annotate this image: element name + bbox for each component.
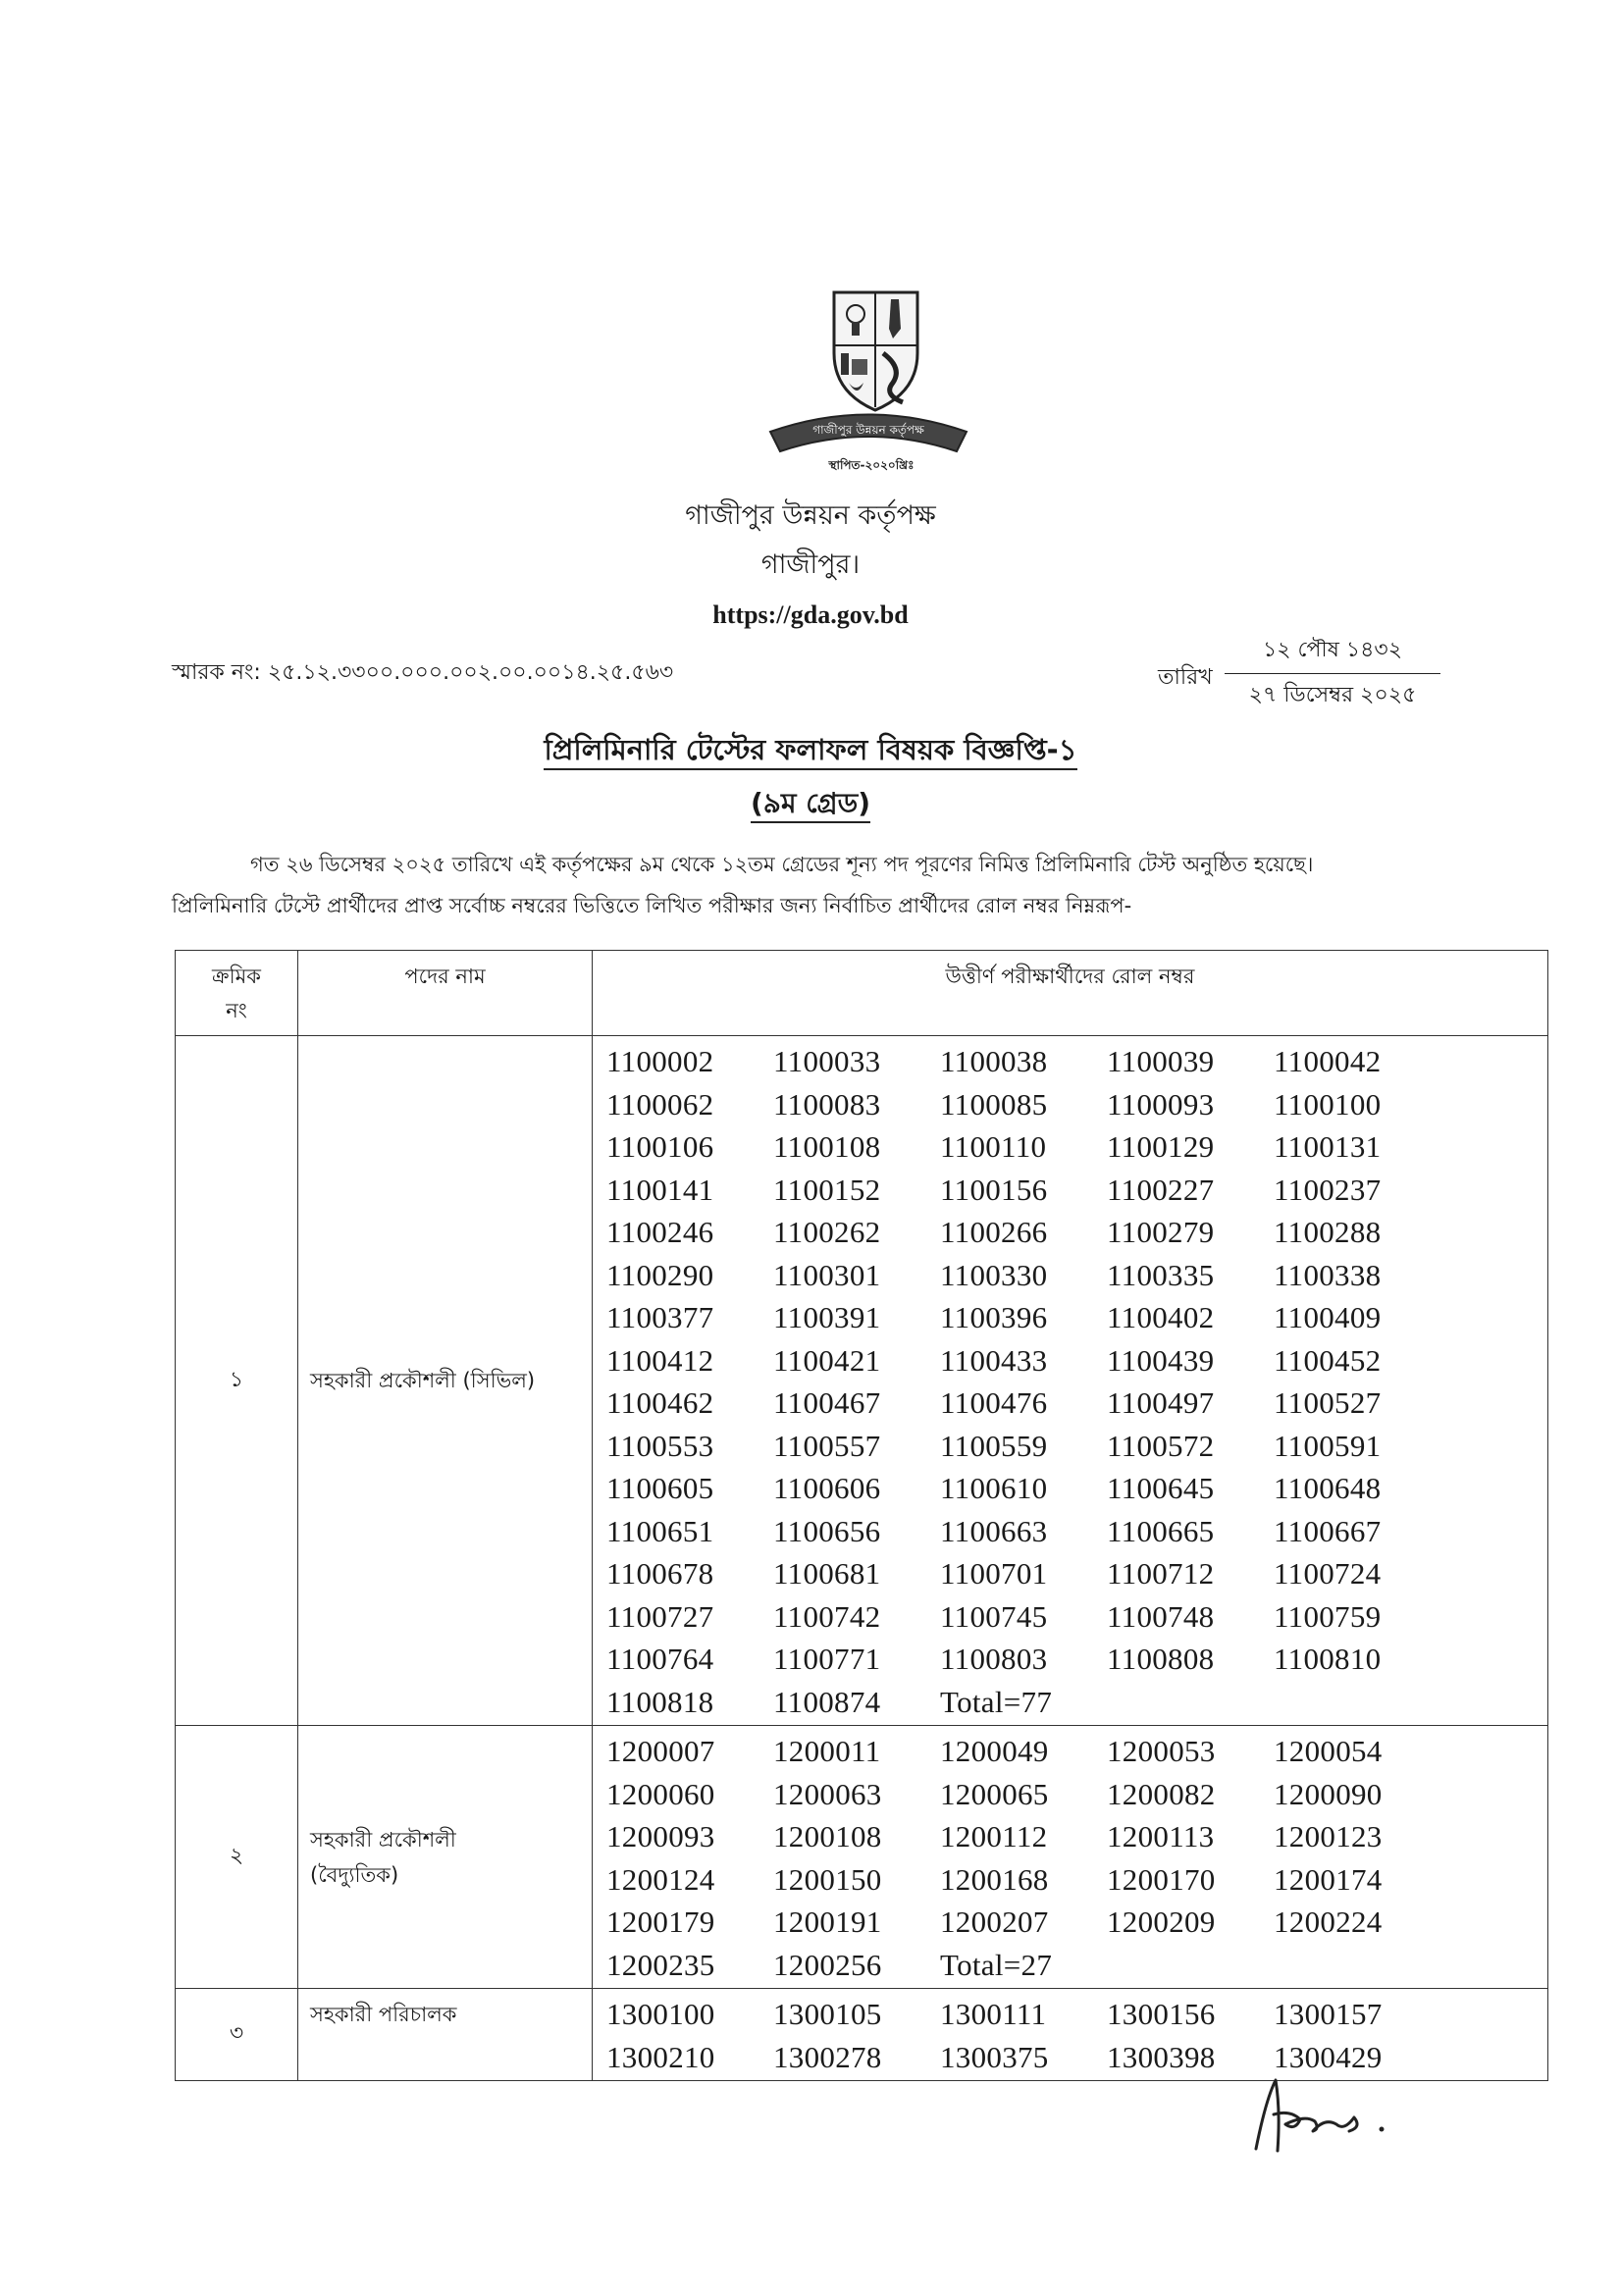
roll-number: 1100106 — [606, 1129, 714, 1164]
logo-text-name: গাজীপুর উন্নয়ন কর্তৃপক্ষ — [812, 423, 924, 437]
roll-number: 1200108 — [773, 1819, 882, 1853]
roll-number: 1200209 — [1107, 1905, 1216, 1939]
roll-number: 1100033 — [773, 1044, 881, 1078]
roll-number: 1100610 — [940, 1471, 1048, 1505]
roll-number: 1100712 — [1107, 1556, 1215, 1591]
roll-number: 1100667 — [1274, 1513, 1382, 1548]
roll-number: 1200256 — [773, 1947, 882, 1982]
organization-website[interactable]: https://gda.gov.bd — [712, 600, 909, 629]
roll-number: 1100497 — [1107, 1385, 1215, 1420]
roll-number: 1100808 — [1107, 1642, 1215, 1676]
roll-number: 1100108 — [773, 1129, 881, 1164]
roll-number: 1100467 — [773, 1385, 881, 1420]
roll-number: 1100681 — [773, 1556, 881, 1591]
roll-number: 1100651 — [606, 1513, 714, 1548]
row-serial: ৩ — [176, 1989, 298, 2081]
roll-number: 1100131 — [1274, 1129, 1382, 1164]
roll-number: 1100391 — [773, 1300, 881, 1334]
notice-title-text: প্রিলিমিনারি টেস্টের ফলাফল বিষয়ক বিজ্ঞপ্তি-১ — [544, 733, 1076, 770]
roll-number: 1100656 — [773, 1513, 881, 1548]
roll-number: 1100288 — [1274, 1215, 1382, 1249]
roll-number: 1100727 — [606, 1598, 714, 1634]
header-serial — [176, 951, 298, 1036]
roll-number: 1100591 — [1274, 1428, 1382, 1463]
roll-number: 1300105 — [773, 1997, 882, 2031]
roll-number: 1100678 — [606, 1556, 714, 1591]
row-post — [298, 1726, 593, 1989]
roll-grid — [606, 1040, 1547, 1723]
row-post-line1: সহকারী পরিচালক — [310, 2003, 457, 2026]
notice-subtitle-text: (৯ম গ্রেড) — [751, 787, 870, 823]
roll-number: 1100605 — [606, 1471, 714, 1505]
roll-number: 1100301 — [773, 1257, 881, 1292]
logo-text-abbr: GDA — [859, 440, 884, 450]
roll-number: 1100002 — [606, 1044, 714, 1078]
notice-body-line-2: প্রিলিমিনারি টেস্টে প্রার্থীদের প্রাপ্ত সর্বোচ্চ নম্বরের ভিত্তিতে লিখিত পরীক্ষার জন্য নির্বাচিত প্রার্থীদের রোল নম্বর নিম্নরূপ- — [172, 894, 1132, 917]
roll-number: 1100290 — [606, 1257, 714, 1292]
roll-number: 1300375 — [940, 2039, 1049, 2074]
roll-number: 1100396 — [940, 1300, 1048, 1334]
gda-logo — [746, 285, 991, 481]
roll-number: 1200124 — [606, 1861, 715, 1897]
roll-number: 1100874 — [773, 1684, 881, 1719]
roll-number: 1100156 — [940, 1172, 1048, 1207]
roll-number: 1300398 — [1107, 2039, 1216, 2074]
row-serial: ২ — [176, 1726, 298, 1989]
roll-number: 1100452 — [1274, 1342, 1382, 1378]
row-rolls — [593, 1726, 1548, 1989]
roll-number: 1100557 — [773, 1428, 881, 1463]
row-rolls — [593, 1989, 1548, 2081]
roll-number: 1100227 — [1107, 1172, 1215, 1207]
roll-number: 1200011 — [773, 1734, 881, 1768]
roll-number: 1100335 — [1107, 1257, 1215, 1292]
date-block — [1225, 633, 1440, 714]
roll-number: 1100648 — [1274, 1471, 1382, 1505]
header-serial-line2: নং — [226, 999, 247, 1022]
notice-body — [172, 844, 1550, 926]
roll-number: 1100810 — [1274, 1642, 1382, 1676]
table-row — [176, 1989, 1548, 2081]
roll-number: 1100110 — [940, 1129, 1047, 1164]
roll-number: 1200207 — [940, 1905, 1049, 1939]
roll-number: 1100085 — [940, 1086, 1048, 1122]
roll-number: 1100100 — [1274, 1086, 1382, 1122]
roll-number: 1100527 — [1274, 1385, 1382, 1420]
roll-number: 1200007 — [606, 1734, 715, 1768]
roll-number: 1100553 — [606, 1428, 714, 1463]
row-post — [298, 1989, 593, 2081]
roll-number: 1200235 — [606, 1947, 715, 1982]
roll-number: 1100083 — [773, 1086, 881, 1122]
roll-number: 1100663 — [940, 1513, 1048, 1548]
roll-number: 1100771 — [773, 1642, 881, 1676]
roll-grid — [606, 1730, 1547, 1986]
date-label: তারিখ — [1158, 665, 1213, 690]
roll-number: 1200170 — [1107, 1861, 1216, 1897]
roll-number: 1100246 — [606, 1215, 714, 1249]
table-row — [176, 1726, 1548, 1989]
row-serial: ১ — [176, 1036, 298, 1726]
roll-number: 1300429 — [1274, 2039, 1383, 2074]
roll-number: 1100330 — [940, 1257, 1048, 1292]
roll-number: 1200082 — [1107, 1776, 1216, 1811]
roll-number: 1100745 — [940, 1598, 1048, 1634]
organization-city: গাজীপুর। — [760, 549, 861, 580]
row-post-line2: (বৈদ্যুতিক) — [310, 1862, 399, 1887]
roll-number: 1100129 — [1107, 1129, 1215, 1164]
roll-number: 1100559 — [940, 1428, 1048, 1463]
roll-number: 1200049 — [940, 1734, 1049, 1768]
roll-number: 1200093 — [606, 1819, 715, 1853]
roll-number: 1100141 — [606, 1172, 714, 1207]
notice-title — [0, 728, 1621, 776]
roll-number: 1100421 — [773, 1342, 881, 1378]
row-rolls — [593, 1036, 1548, 1726]
roll-number: 1100377 — [606, 1300, 714, 1334]
memo-number: ২৫.১২.৩৩০০.০০০.০০২.০০.০০১৪.২৫.৫৬৩ — [267, 660, 674, 685]
roll-number: 1100742 — [773, 1598, 881, 1634]
roll-number: 1100803 — [940, 1642, 1048, 1676]
roll-number: 1100724 — [1274, 1556, 1382, 1591]
roll-number: 1100476 — [940, 1385, 1048, 1420]
roll-number: 1100759 — [1274, 1598, 1382, 1634]
roll-number: 1200063 — [773, 1776, 882, 1811]
roll-number: 1200053 — [1107, 1734, 1216, 1768]
roll-number: 1200054 — [1274, 1734, 1383, 1768]
roll-number: 1100093 — [1107, 1086, 1215, 1122]
roll-number: 1100402 — [1107, 1300, 1215, 1334]
roll-grid — [606, 1993, 1547, 2078]
roll-number: 1100042 — [1274, 1044, 1382, 1078]
roll-number: 1100433 — [940, 1342, 1048, 1378]
roll-total: Total=77 — [940, 1684, 1053, 1719]
roll-number: 1100266 — [940, 1215, 1048, 1249]
roll-number: 1100572 — [1107, 1428, 1215, 1463]
roll-number: 1100439 — [1107, 1342, 1215, 1378]
header-post: পদের নাম — [298, 951, 593, 1036]
roll-number: 1100038 — [940, 1044, 1048, 1078]
row-post — [298, 1036, 593, 1726]
roll-number: 1200150 — [773, 1861, 882, 1897]
roll-number: 1100039 — [1107, 1044, 1215, 1078]
roll-number: 1100462 — [606, 1385, 714, 1420]
roll-number: 1200179 — [606, 1905, 715, 1939]
roll-number: 1300210 — [606, 2039, 715, 2074]
logo-text-established: স্থাপিত-২০২০খ্রিঃ — [828, 458, 915, 472]
roll-number: 1100645 — [1107, 1471, 1215, 1505]
roll-number: 1100152 — [773, 1172, 881, 1207]
roll-number: 1100606 — [773, 1471, 881, 1505]
roll-number: 1100262 — [773, 1215, 881, 1249]
roll-number: 1100338 — [1274, 1257, 1382, 1292]
roll-number: 1100665 — [1107, 1513, 1215, 1548]
roll-number: 1300111 — [940, 1997, 1047, 2031]
roll-number: 1200174 — [1274, 1861, 1383, 1897]
roll-number: 1200113 — [1107, 1819, 1215, 1853]
memo-label: স্মারক নং: — [172, 660, 261, 685]
roll-number: 1100237 — [1274, 1172, 1382, 1207]
roll-number: 1300156 — [1107, 1997, 1216, 2031]
results-table — [175, 950, 1548, 2081]
roll-number: 1200090 — [1274, 1776, 1383, 1811]
row-post-line1: সহকারী প্রকৌশলী (সিভিল) — [310, 1369, 536, 1392]
roll-number: 1100409 — [1274, 1300, 1382, 1334]
roll-number: 1100701 — [940, 1556, 1048, 1591]
signature — [1246, 2070, 1423, 2159]
roll-total: Total=27 — [940, 1947, 1053, 1982]
header-rolls: উত্তীর্ণ পরীক্ষার্থীদের রোল নম্বর — [593, 951, 1548, 1036]
date-bangla: ১২ পৌষ ১৪৩২ — [1225, 633, 1440, 674]
roll-number: 1100279 — [1107, 1215, 1215, 1249]
roll-number: 1200060 — [606, 1776, 715, 1811]
notice-subtitle — [0, 782, 1621, 828]
roll-number: 1100764 — [606, 1642, 714, 1676]
roll-number: 1300278 — [773, 2039, 882, 2074]
roll-number: 1100818 — [606, 1684, 714, 1719]
organization-name: গাজীপুর উন্নয়ন কর্তৃপক্ষ — [685, 500, 936, 531]
roll-number: 1300157 — [1274, 1997, 1383, 2031]
roll-number: 1100748 — [1107, 1598, 1215, 1634]
roll-number: 1100412 — [606, 1342, 714, 1378]
table-row — [176, 1036, 1548, 1726]
notice-body-line-1: গত ২৬ ডিসেম্বর ২০২৫ তারিখে এই কর্তৃপক্ষের ৯ম থেকে ১২তম গ্রেডের শূন্য পদ পূরণের নিমিত্ত প্রিলিমিনারি টেস্ট অনুষ্ঠিত হয়েছে। — [250, 853, 1314, 876]
roll-number: 1200168 — [940, 1861, 1049, 1897]
roll-number: 1300100 — [606, 1997, 715, 2031]
memo-reference — [172, 655, 673, 692]
header-serial-line1: ক্রমিক — [212, 965, 261, 988]
roll-number: 1200224 — [1274, 1905, 1383, 1939]
roll-number: 1200112 — [940, 1819, 1048, 1853]
roll-number: 1200191 — [773, 1905, 882, 1939]
roll-number: 1100062 — [606, 1086, 714, 1122]
row-post-line1: সহকারী প্রকৌশলী — [310, 1827, 456, 1852]
results-table-header — [176, 951, 1548, 1036]
date-english: ২৭ ডিসেম্বর ২০২৫ — [1248, 683, 1417, 707]
roll-number: 1200123 — [1274, 1819, 1383, 1853]
roll-number: 1200065 — [940, 1776, 1049, 1811]
